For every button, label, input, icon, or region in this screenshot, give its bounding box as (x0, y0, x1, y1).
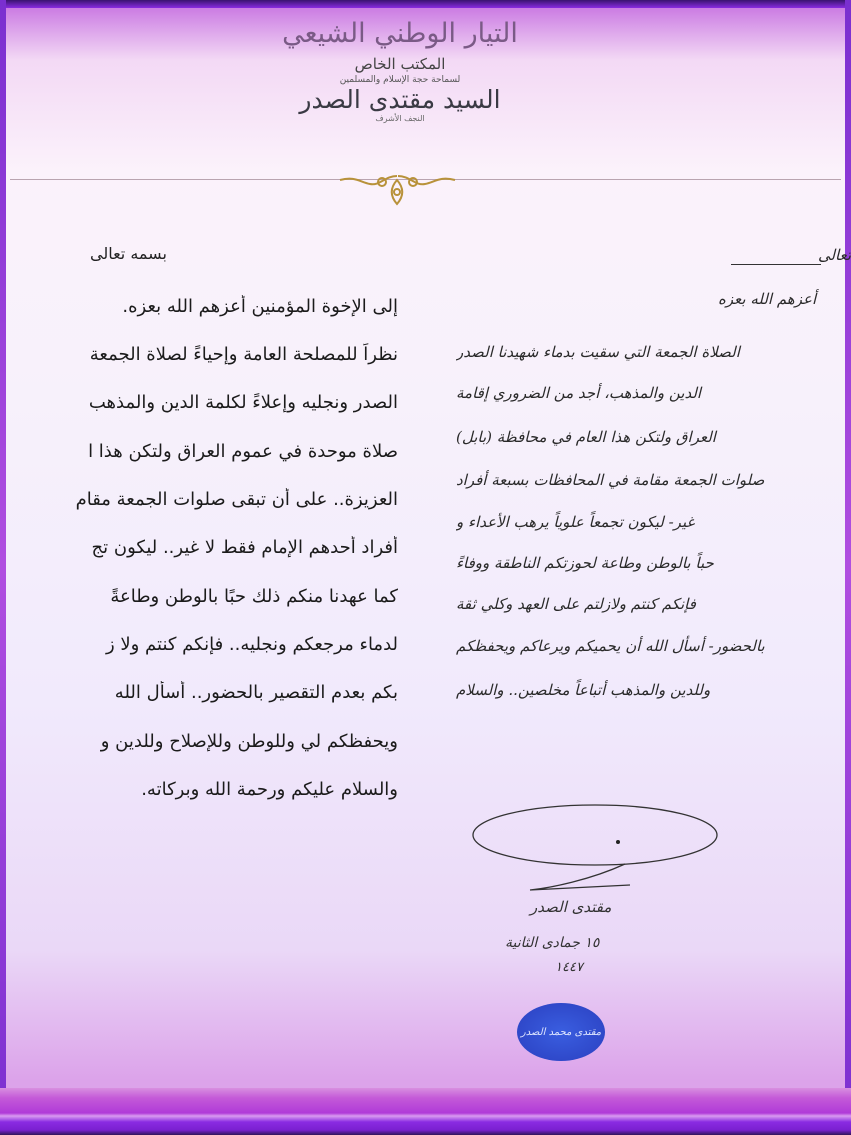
seal-text: مقتدى محمد الصدر (520, 1026, 602, 1038)
handwritten-line: بالحضور- أسأل الله أن يحميكم ويرعاكم ويحفظكم (456, 637, 765, 655)
footer-band (0, 1088, 851, 1135)
handwritten-line: فإنكم كنتم ولازلتم على العهد وكلي ثقة (456, 595, 696, 613)
handwritten-line: الدين والمذهب، أجد من الضروري إقامة (456, 384, 702, 402)
official-seal (517, 1003, 605, 1061)
handwritten-line: وللدين والمذهب أتباعاً مخلصين.. والسلام (456, 681, 711, 699)
typed-line: والسلام عليكم ورحمة الله وبركاته. (141, 779, 398, 800)
typed-line: نظراً للمصلحة العامة وإحياءً لصلاة الجمعة (89, 344, 398, 365)
sender-name: السيد مقتدى الصدر (299, 85, 501, 114)
typed-line: الصدر ونجليه وإعلاءً لكلمة الدين والمذهب (88, 392, 398, 413)
frame-left (0, 0, 6, 1135)
typed-line: ويحفظكم لي وللوطن وللإصلاح وللدين و (100, 731, 398, 752)
handwritten-line: حباً بالوطن وطاعة لحوزتكم الناطقة ووفاءً (456, 554, 714, 572)
typed-line: صلاة موحدة في عموم العراق ولتكن هذا ا (88, 441, 398, 462)
typed-line: أفراد أحدهم الإمام فقط لا غير.. ليكون تج (91, 537, 398, 558)
typed-line: كما عهدنا منكم ذلك حبًا بالوطن وطاعةً (110, 586, 398, 607)
signature-name: مقتدى الصدر (530, 898, 612, 916)
handwritten-opening: تعالى (817, 246, 851, 264)
office-name: المكتب الخاص (354, 55, 446, 73)
typed-line: لدماء مرجعكم ونجليه.. فإنكم كنتم ولا ز (105, 634, 398, 655)
organization-name: التيار الوطني الشيعي (282, 18, 518, 49)
handwritten-line: الصلاة الجمعة التي سقيت بدماء شهيدنا الصدر (456, 343, 740, 361)
ornament-icon (330, 172, 465, 208)
signature-date: ١٥ جمادى الثانية (505, 935, 600, 951)
handwritten-line: غير- ليكون تجمعاً علوياً يرهب الأعداء و (456, 513, 695, 531)
letterhead (250, 14, 550, 123)
honorific: لسماحة حجة الإسلام والمسلمين (339, 75, 461, 85)
typed-opening: بسمه تعالى (90, 244, 167, 263)
handwritten-line: العراق ولتكن هذا العام في محافظة (بابل) (456, 428, 716, 446)
city: النجف الأشرف (375, 114, 425, 123)
handwritten-line: صلوات الجمعة مقامة في المحافظات بسبعة أفراد (456, 471, 765, 489)
handwritten-line: أعزهم الله بعزه (718, 290, 817, 308)
typed-line: بكم بعدم التقصير بالحضور.. أسأل الله (114, 682, 398, 703)
typed-line: العزيزة.. على أن تبقى صلوات الجمعة مقام (75, 489, 398, 510)
frame-top (0, 0, 851, 8)
signature-year: ١٤٤٧ (555, 960, 583, 975)
typed-line: إلى الإخوة المؤمنين أعزهم الله بعزه. (122, 296, 398, 317)
handwritten-underline (731, 264, 821, 265)
handwritten-letter (456, 240, 851, 760)
